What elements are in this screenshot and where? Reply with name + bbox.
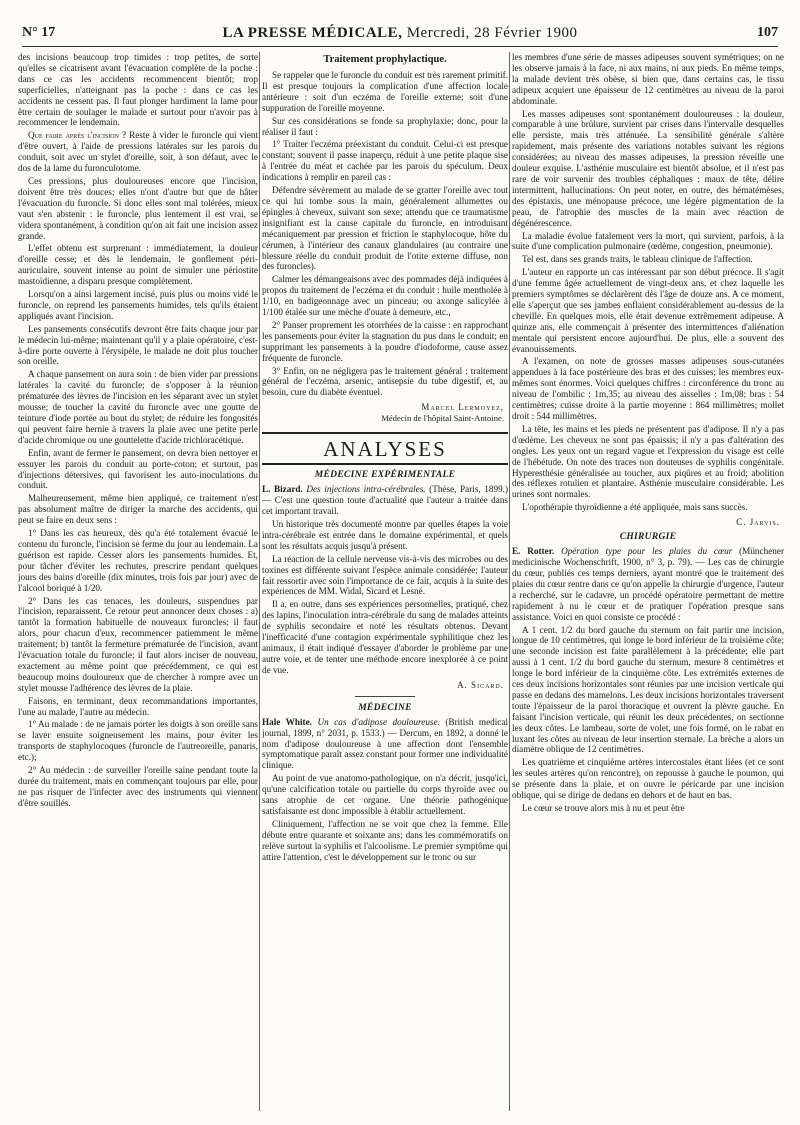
analyses-banner [262,432,508,465]
subsection-title: MÉDECINE [358,702,412,713]
page-header [22,20,778,47]
divider [355,696,415,697]
abstract-source: (Münchener medicinische Wochenschrift, 1900, n° 3, p. 79). [512,546,784,568]
abstract-author: E. Rotter. [512,546,555,557]
signature-name: Marcel Lermoyez, [421,402,504,413]
paragraph: Les quatrième et cinquième artères intercostales étant liées (et ce sont les seules artères qu'on rencontre), on repousse à gauche le poumon, qui se présente dans la plaie, et on ouvre le péricarde par une incision oblique, qui se dirige de dedans en dehors et de haut en bas. [512,757,784,801]
abstract-source: (British medical journal, 1899, n° 2031, p. 1533.) [262,716,508,738]
paragraph: La maladie évolue fatalement vers la mort, qui survient, parfois, à la suite d'une complication pulmonaire (œdème, congestion, pneumonie). [512,230,784,252]
paragraph: Lorsqu'on a ainsi largement incisé, puis plus ou moins vidé le furoncle, on reprend les pansements humides, tels qu'ils étaient appliqués avant l'incision. [18,289,258,321]
paragraph: Défendre sévèrement au malade de se gratter l'oreille avec tout ce qui lui tombe sous la main, généralement allumettes ou épingles à cheveux, suivant son sexe; attendu que ce traumatisme insignifiant est la cause capitale du furoncle, en introduisant mécaniquement par pression et friction le staphylocoque, hôte du cérumen, à l'intérieur des canaux glandulaires (au contraire une blessure réelle du conduit produit de l'otite externe diffuse, non des furoncles). [262,185,508,272]
paragraph: Cliniquement, l'affection ne se voit que chez la femme. Elle débute entre quarante et soixante ans; dans les commémoratifs on relève surtout la syphilis et l'alcoolisme. Le premier symptôme qui attire l'attention, c'est le développement sur le tronc ou sur [262,818,508,862]
run-in-heading: Que faire après l'incision ? [28,130,127,141]
paragraph: L'effet obtenu est surprenant : immédiatement, la douleur d'oreille cesse; et dès le lendemain, le gonflement péri-auriculaire, souvent intense au point de simuler une périostite mastoïdienne, a disparu presque complètement. [18,243,258,287]
abstract-signature [512,517,780,527]
paragraph: 1° Traiter l'eczéma préexistant du conduit. Celui-ci est presque constant; souvent il passe inaperçu, réduit à une petite plaque sise à l'entrée du méat et cachée par les parois du spéculum. Deux indications à remplir en pareil cas : [262,139,508,183]
paragraph-text: — C'est une question toute d'actualité que l'auteur a traitée dans cet important travail. [262,495,508,517]
paragraph-text: Reste à vider le furoncle qui vient d'être ouvert, à l'aide de pressions latérales sur les parois du conduit, soit avec un stylet d'oreille, soit, à son défaut, avec le dos de la lame du furonculotome. [18,130,258,174]
paragraph: 2° Dans les cas tenaces, les douleurs, suspendues par l'incision, reparaissent. Ce retour peut annoncer deux choses : a) tantôt la formation habituelle de nouveaux furoncles; il faut alors, pour chacun d'eux, recommencer patiemment le même traitement; b) tantôt la fermeture prématurée de l'incision, avant l'évacuation totale du furoncle; il faut alors inciser de nouveau, exactement au même point que précédemment, ce qui est beaucoup moins douloureux que de chercher à rompre avec un stylet mousse l'adhérence des lèvres de la plaie. [18,595,258,693]
paragraph: Malheureusement, même bien appliqué, ce traitement n'est pas absolument maître de diriger la marche des accidents, qui peut se faire en deux sens : [18,493,258,526]
paragraph: 2° Panser proprement les otorrhées de la caisse : en rapprochant les pansements pour éviter la stagnation du pus dans le conduit; en supprimant les pansements à la poudre d'iodoforme, cause assez fréquente de furoncle. [262,319,508,363]
paragraph: Faisons, en terminant, deux recommandations importantes, l'une au malade, l'autre au médecin. [18,695,258,717]
paragraph: L'opothérapie thyroïdienne a été appliquée, mais sans succès. [522,502,748,513]
signature-role: Médecin de l'hôpital Saint-Antoine. [381,413,504,424]
paragraph: A l'examen, on note de grosses masses adipeuses sous-cutanées appendues à la face postérieure des bras et des cuisses; les membres eux-mêmes sont énormes. Voici quelques chiffres : circonférence du tronc au niveau de l'ombilic : 1m,35; au niveau des aisselles : 1m,08; bras : 54 centimètres; cuisse droite à la partie moyenne : 864 millimètres; mollet droit : 544 millimètres. [512,356,784,421]
abstract-signature [262,680,504,690]
paragraph: les membres d'une série de masses adipeuses souvent symétriques; on ne les observe jamais à la face, ni aux mains, ni aux pieds. En même temps, la malade devient très obèse, si bien que, dans certains cas, le tissu adipeux acquiert une épaisseur de 12 centimètres au niveau de la paroi abdominale. [512,52,784,106]
paragraph: L'auteur en rapporte un cas intéressant par son début précoce. Il s'agit d'une femme âgée actuellement de vingt-deux ans, et chez laquelle les premiers symptômes se déclarèrent dès l'âge de douze ans. A ce moment, elle s'aperçut que ses jambes enflaient considérablement au-dessus de la cheville. En quelques mois, elle était devenue extrêmement adipeuse. A quinze ans, elle commençait à présenter des intermittences d'aliénation mentale qui persistent encore aujourd'hui. De plus, elle a souvent des évanouissements. [512,267,784,354]
paragraph: Enfin, avant de fermer le pansement, on devra bien nettoyer et essuyer les parois du conduit au porte-coton; et surtout, pas d'injections détersives, qui favorisent les auto-inoculations du conduit. [18,447,258,491]
column-divider [509,52,510,1111]
paragraph: des incisions beaucoup trop timides : trop petites, de sorte qu'elles se cicatrisent avant l'évacuation complète de la poche : dans ce cas les accidents recommencent bientôt; trop superficielles, n'atteignant pas la poche : dans ce cas les accidents ne cessent pas. Il faut plonger hardiment la lame pour être certain de soulager le malade et surtout pour n'avoir pas à recommencer le lendemain. [18,52,258,128]
abstract-author: Hale White. [262,716,312,727]
paragraph: Les pansements consécutifs devront être faits chaque jour par le médecin lui-même; maintenant qu'il y a plaie opératoire, c'est-à-dire porte ouverte à l'érysipèle, le malade ne doit plus toucher son oreille. [18,323,258,367]
author-signature [262,402,504,412]
paragraph: Au point de vue anatomo-pathologique, on n'a décrit, jusqu'ici, qu'une calcification totale ou partielle du corps thyroïde avec ou sans atrophie de cet organe. Une théorie pathogénique satisfaisante est donc impossible à établir actuellement. [262,773,508,816]
paragraph: 1° Au malade : de ne jamais porter les doigts à son oreille sans se laver ensuite soigneusement les mains, pour éviter les transports de staphylocoques (furoncle de l'autreoreille, panaris, etc.); [18,719,258,763]
paragraph: Ces pressions, plus douloureuses encore que l'incision, doivent être très douces; elles n'ont d'autre but que de hâter l'évacuation du furoncle. Si donc elles sont mal tolérées, mieux vaut s'en abstenir : le furoncle, plus lentement il est vrai, se videra spontanément, à condition qu'on ait fait une incision assez grande. [18,175,258,241]
paragraph: Sur ces considérations se fonde sa prophylaxie; donc, pour la réaliser il faut : [262,115,508,137]
abstract-author: L. Bizard. [262,484,303,495]
abstract-heading [512,546,784,622]
paragraph: Les masses adipeuses sont spontanément douloureuses : la douleur, comparable à une brûlure, survient par crises dans l'intervalle desquelles elle persiste, mais très atténuée. La sensibilité générale s'altère rapidement, mais présente des variations notables suivant les régions considérées; au niveau des masses adipeuses, la pression réveille une douleur exquise. L'asthénie musculaire est bientôt absolue, et il n'est pas rare de voir survenir des troubles céphaliques : maux de tête, délire intermittent, hallucinations. On peut noter, en outre, des hématémèses, des épistaxis, une ménopause précoce, une légère pigmentation de la peau, de l'atrophie des muscles de la main avec réaction de dégénérescence. [512,108,784,228]
abstract-heading [262,717,508,772]
paragraph: Tel est, dans ses grands traits, le tableau clinique de l'affection. [522,254,753,265]
paragraph: Se rappeler que le furoncle du conduit est très rarement primitif. Il est presque toujours la complication d'une affection locale antérieure : soit d'un eczéma de l'oreille externe; soit d'une suppuration de l'oreille moyenne. [262,70,508,113]
paragraph: Un historique très documenté montre par quelles étapes la voie intra-cérébrale est entrée dans le domaine expérimental, et quels sont les résultats acquis jusqu'à présent. [262,519,508,551]
paragraph: A 1 cent. 1/2 du bord gauche du sternum on fait partir une incision, longue de 10 centimètres, qui longe le bord inférieur de la troisième côte; une seconde incision est faite parallèlement à la précédente; elle part aussi à 1 cent. 1/2 du bord gauche du sternum, mesure 8 centimètres et longe le bord inférieur de la cinquième côte. Les extrémités externes de ces deux incisions horizontales sont réunies par une incision verticale qui passe en dedans des mamelons. Les deux incisions horizontales traversent toute l'épaisseur de la paroi thoracique et ouvrent la plèvre gauche. En faisant l'incision verticale, qui réunit les deux précédentes, on sectionne les deux côtes. Le lambeau, sorte de volet, une fois formé, on le rabat en luxant les côtes au niveau de leur insertion sternale. La brèche a alors un diamètre oblique de 12 centimètres. [512,624,784,755]
column-2 [262,52,508,1115]
masthead [112,25,688,42]
signature-name: A. Sicard. [457,679,504,690]
paragraph: La tête, les mains et les pieds ne présentent pas d'adipose. Il n'y a pas d'œdème. Les cheveux ne sont pas épaissis; il n'y a pas d'altération des ongles. Les yeux ont un regard vague et l'expression du visage est celle de l'hébétude. On note des traces non douteuses de syphilis congénitale. Hyperesthésie généralisée au toucher, aux piqûres et au froid; abolition des réflexes rotulien et plantaire. Asthénie musculaire considérable. Les urines sont normales. [512,423,784,500]
paragraph: 2° Au médecin : de surveiller l'oreille saine pendant toute la durée du traitement, mais en commençant toujours par elle, pour ne pas risquer de l'infecter avec des instruments qui viennent d'être souillés. [18,765,258,808]
paragraph: A chaque pansement on aura soin : de bien vider par pressions latérales la cavité du furoncle; de s'opposer à la réunion prématurée des lèvres de l'incision en les séparant avec un stylet mousse; de toucher la cavité du furoncle avec une goutte de teinture d'iode portée au bout du stylet; de réduire les fongosités qui peuvent faire hernie à travers la plaie avec une petite perle d'acide chromique ou une gouttelette d'acide trichloracétique. [18,369,258,445]
paragraph: Il a, en outre, dans ses expériences personnelles, pratiqué, chez des lapins, l'inoculation intra-cérébrale du sang de malades atteints de syphilis secondaire et noté les résultats obtenus. Devant l'inefficacité d'une contagion expérimentale syphilitique chez les animaux, il était indiqué d'essayer d'aborder le problème par une autre voie, et de tenter une méthode encore inexplorée à ce point de vue. [262,599,508,675]
issue-number: N° 17 [22,25,56,40]
paragraph [18,130,258,174]
issue-date: Mercredi, 28 Février 1900 [406,24,578,41]
abstract-title: Des injections intra-cérébrales. [306,484,426,495]
subsection-title: CHIRURGIE [619,532,677,543]
analyses-title: ANALYSES [323,437,447,462]
abstract-heading [262,484,508,517]
paragraph: Calmer les démangeaisons avec des pommades déjà indiquées à propos du traitement de l'eczéma et du conduit : huile mentholée à 1/10, en badigeonnage avec un pinceau; ou axonge salicylée à 1/100 étalée sur une mèche d'ouate à demeure, etc., [262,274,508,318]
paragraph: La réaction de la cellule nerveuse vis-à-vis des microbes ou des toxines est différente suivant l'espèce animale considérée; l'auteur fait ressortir avec soin l'importance de ce fait, acquis à la suite des expériences de MM. Widal, Sicard et Lesné. [262,553,508,597]
abstract-title: Opération type pour les plaies du cœur [561,546,733,557]
abstract-source: (Thèse, Paris, 1899.) [429,484,508,495]
signature-name: C. Jarvis. [736,517,780,528]
section-title: Traitement prophylactique. [323,54,447,65]
column-1 [18,52,258,1115]
paragraph-text: — Dercum, en 1892, a donné le nom d'adipose douloureuse à une affection dont l'ensemble symptomatique paraît assez constant pour former une individualité clinique. [262,727,508,771]
page-number: 107 [757,25,778,40]
paragraph: Le cœur se trouve alors mis à nu et peut être [522,803,685,813]
column-3 [512,52,784,1115]
publication-name: LA PRESSE MÉDICALE, [222,24,403,41]
abstract-title: Un cas d'adipose douloureuse. [317,716,440,727]
paragraph: 3° Enfin, on ne négligera pas le traitement général : traitement général de l'eczéma, arsenic, antisepsie du tube digestif, et, au besoin, cure du diabète éventuel. [262,365,508,398]
subsection-title: MÉDECINE EXPÉRIMENTALE [314,470,456,481]
paragraph: 1° Dans les cas heureux, dès qu'a été totalement évacué le contenu du furoncle, l'incision se ferme du jour au lendemain. La guérison est rapide. Cesser alors les pansements humides. Et, pour tâcher d'éviter les rechutes, prescrire pendant quelques jours des bains d'oreille (dix minutes, trois fois par jour) avec de l'alcool boriqué à 1/20. [18,528,258,593]
paragraph-text: — Les cas de chirurgie du cœur, publiés ces temps derniers, ayant montré que le traitement des plaies du cœur rentre dans ce qu'on appelle la chirurgie d'urgence, l'auteur a recherché, sur le cadavre, un procédé opératoire permettant de mettre rapidement à nu le cœur et de pratiquer l'opération presque sans assistance. Voici en quoi consiste ce procédé : [512,557,784,622]
column-divider [259,52,260,1111]
